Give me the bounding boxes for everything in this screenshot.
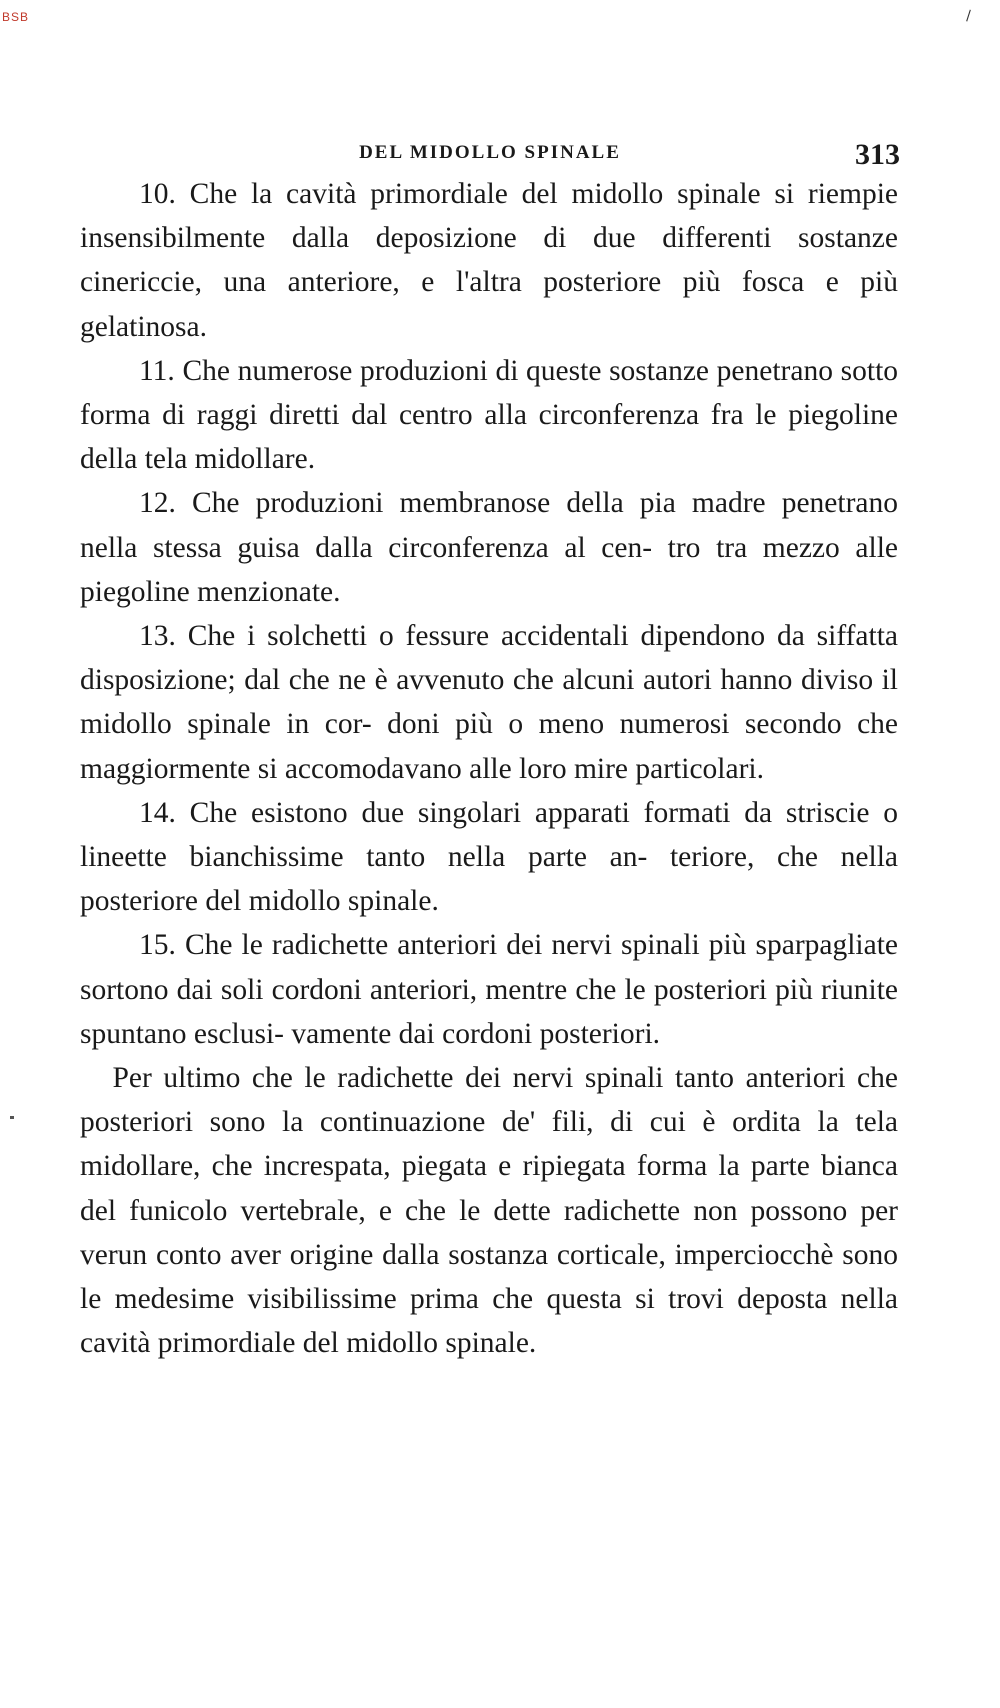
- paragraph-13: [80, 614, 898, 791]
- paragraph-text: Che produzioni membranose della pia madre penetrano nella stessa guisa dalla circonferenza al cen- tro tra mezzo alle piegoline menzionate.: [80, 487, 899, 608]
- page-header: [80, 138, 900, 170]
- paragraph-text: Che numerose produzioni di queste sostanze penetrano sotto forma di raggi diretti dal centro alla circonferenza fra le piegoline della tela midollare.: [80, 354, 899, 476]
- running-head: DEL MIDOLLO SPINALE: [359, 142, 621, 163]
- paragraph-text: Che le radichette anteriori dei nervi spinali più sparpagliate sortono dai soli cordoni anteriori, mentre che le posteriori più riunite spuntano esclusi- vamente dai cordoni posteriori.: [80, 929, 899, 1050]
- paragraph-number: 13.: [139, 620, 176, 653]
- margin-speck: [10, 1116, 14, 1119]
- paragraph-text: Per ultimo che le radichette dei nervi spinali tanto anteriori che posteriori sono la continuazione de' fili, di cui è ordita la tela midollare, che increspata, piegata e ripiegata forma la parte bianca del funicolo vertebrale, e che le dette radichette non possono per verun conto aver origine dalla sostanza corticale, imperciocchè sono le medesime visibilissime prima che questa si trovi deposta nella cavità primordiale del midollo spinale.: [80, 1062, 898, 1360]
- paragraph-15: [80, 923, 898, 1056]
- paragraph-text: Che esistono due singolari apparati formati da striscie o lineette bianchissime tanto nella parte an- teriore, che nella posteriore del midollo spinale.: [80, 796, 899, 918]
- page-number: 313: [855, 138, 900, 171]
- paragraph-number: 11.: [139, 354, 175, 387]
- library-watermark: BSB: [2, 10, 30, 24]
- paragraph-number: 14.: [139, 796, 176, 829]
- body-text: [80, 172, 898, 1365]
- paragraph-14: [80, 791, 898, 924]
- paragraph-text: Che i solchetti o fessure accidentali dipendono da siffatta disposizione; dal che ne è avvenuto che alcuni autori hanno diviso il midollo spinale in cor- doni più o meno numerosi secondo che maggiormente si accomodavano alle loro mire particolari.: [80, 620, 899, 785]
- paragraph-text: Che la cavità primordiale del midollo spinale si riempie insensibilmente dalla deposizione di due differenti sostanze cinericcie, una anteriore, e l'altra posteriore più fosca e più gelatinosa.: [80, 178, 899, 343]
- paragraph-10: [80, 172, 898, 349]
- paragraph-12: [80, 481, 898, 614]
- paragraph-number: 10.: [139, 178, 176, 210]
- paragraph-conclusion: [80, 1056, 898, 1365]
- paragraph-11: [80, 349, 898, 482]
- paragraph-number: 15.: [139, 929, 176, 962]
- paragraph-number: 12.: [139, 487, 176, 520]
- corner-mark-icon: ∖: [959, 6, 976, 26]
